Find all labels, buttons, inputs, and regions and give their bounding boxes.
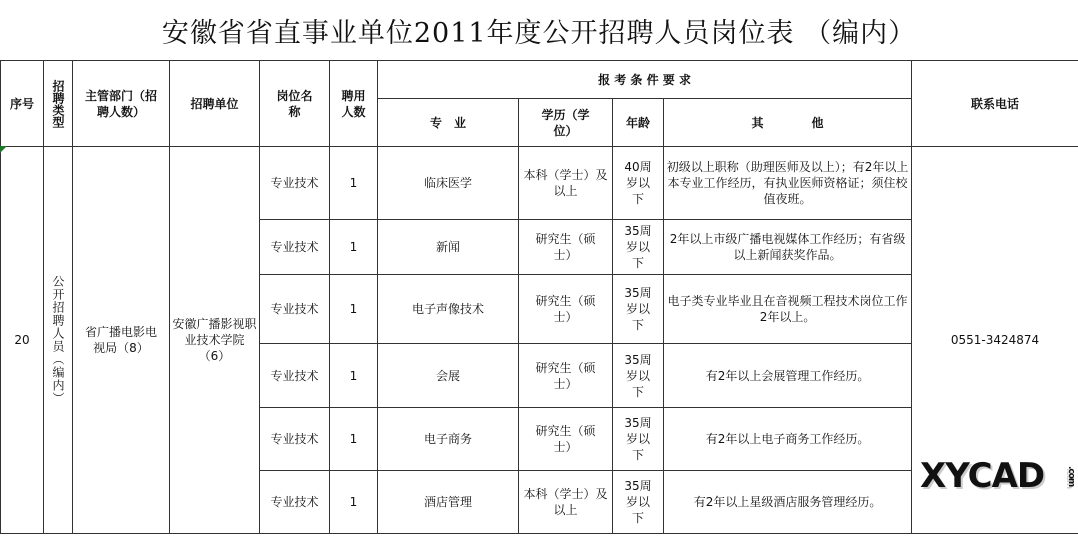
cell-education: 研究生（硕士） — [519, 408, 613, 471]
cell-post: 专业技术 — [260, 147, 330, 220]
cell-age: 35周岁以下 — [613, 408, 664, 471]
header-dept: 主管部门（招聘人数） — [73, 61, 170, 147]
cell-unit: 安徽广播影视职业技术学院（6） — [170, 147, 260, 534]
watermark-logo: XYCAD .com — [920, 456, 1076, 496]
header-post: 岗位名称 — [260, 61, 330, 147]
cell-type: 公开招聘人员（编内） — [44, 147, 73, 534]
cell-major: 新闻 — [378, 220, 519, 275]
cell-post: 专业技术 — [260, 220, 330, 275]
job-table — [0, 60, 1078, 534]
header-requirements: 报 考 条 件 要 求 — [378, 61, 912, 99]
cell-count: 1 — [330, 344, 378, 408]
cell-dept: 省广播电影电视局（8） — [73, 147, 170, 534]
cell-major: 会展 — [378, 344, 519, 408]
cell-age: 35周岁以下 — [613, 275, 664, 344]
header-unit: 招聘单位 — [170, 61, 260, 147]
header-education: 学历（学位） — [519, 99, 613, 147]
cell-education: 研究生（硕士） — [519, 344, 613, 408]
cell-seq: 20 — [1, 147, 44, 534]
cell-post: 专业技术 — [260, 344, 330, 408]
cell-post: 专业技术 — [260, 471, 330, 534]
cell-other: 有2年以上会展管理工作经历。 — [664, 344, 912, 408]
cell-major: 临床医学 — [378, 147, 519, 220]
cell-other: 2年以上市级广播电视媒体工作经历；有省级以上新闻获奖作品。 — [664, 220, 912, 275]
cell-phone: 0551-3424874 — [912, 147, 1078, 534]
cell-education: 本科（学士）及以上 — [519, 471, 613, 534]
table-row — [1, 147, 1078, 220]
cell-education: 研究生（硕士） — [519, 220, 613, 275]
cell-post: 专业技术 — [260, 408, 330, 471]
header-type: 招聘类型 — [44, 61, 73, 147]
cell-other: 初级以上职称（助理医师及以上）；有2年以上本专业工作经历，有执业医师资格证；须住校值夜班。 — [664, 147, 912, 220]
cell-marker-icon — [0, 146, 7, 153]
cell-post: 专业技术 — [260, 275, 330, 344]
cell-age: 35周岁以下 — [613, 220, 664, 275]
header-seq: 序号 — [1, 61, 44, 147]
page-title: 安徽省省直事业单位2011年度公开招聘人员岗位表 （编内） — [0, 0, 1078, 61]
header-phone: 联系电话 — [912, 61, 1078, 147]
cell-age: 40周岁以下 — [613, 147, 664, 220]
cell-age: 35周岁以下 — [613, 344, 664, 408]
cell-education: 研究生（硕士） — [519, 275, 613, 344]
header-major: 专 业 — [378, 99, 519, 147]
cell-count: 1 — [330, 220, 378, 275]
cell-age: 35周岁以下 — [613, 471, 664, 534]
cell-education: 本科（学士）及以上 — [519, 147, 613, 220]
header-age: 年龄 — [613, 99, 664, 147]
cell-count: 1 — [330, 147, 378, 220]
header-count: 聘用人数 — [330, 61, 378, 147]
cell-count: 1 — [330, 471, 378, 534]
cell-major: 电子声像技术 — [378, 275, 519, 344]
cell-count: 1 — [330, 275, 378, 344]
cell-major: 酒店管理 — [378, 471, 519, 534]
cell-other: 有2年以上星级酒店服务管理经历。 — [664, 471, 912, 534]
cell-major: 电子商务 — [378, 408, 519, 471]
cell-other: 电子类专业毕业且在音视频工程技术岗位工作2年以上。 — [664, 275, 912, 344]
header-other: 其 他 — [664, 99, 912, 147]
cell-count: 1 — [330, 408, 378, 471]
cell-other: 有2年以上电子商务工作经历。 — [664, 408, 912, 471]
